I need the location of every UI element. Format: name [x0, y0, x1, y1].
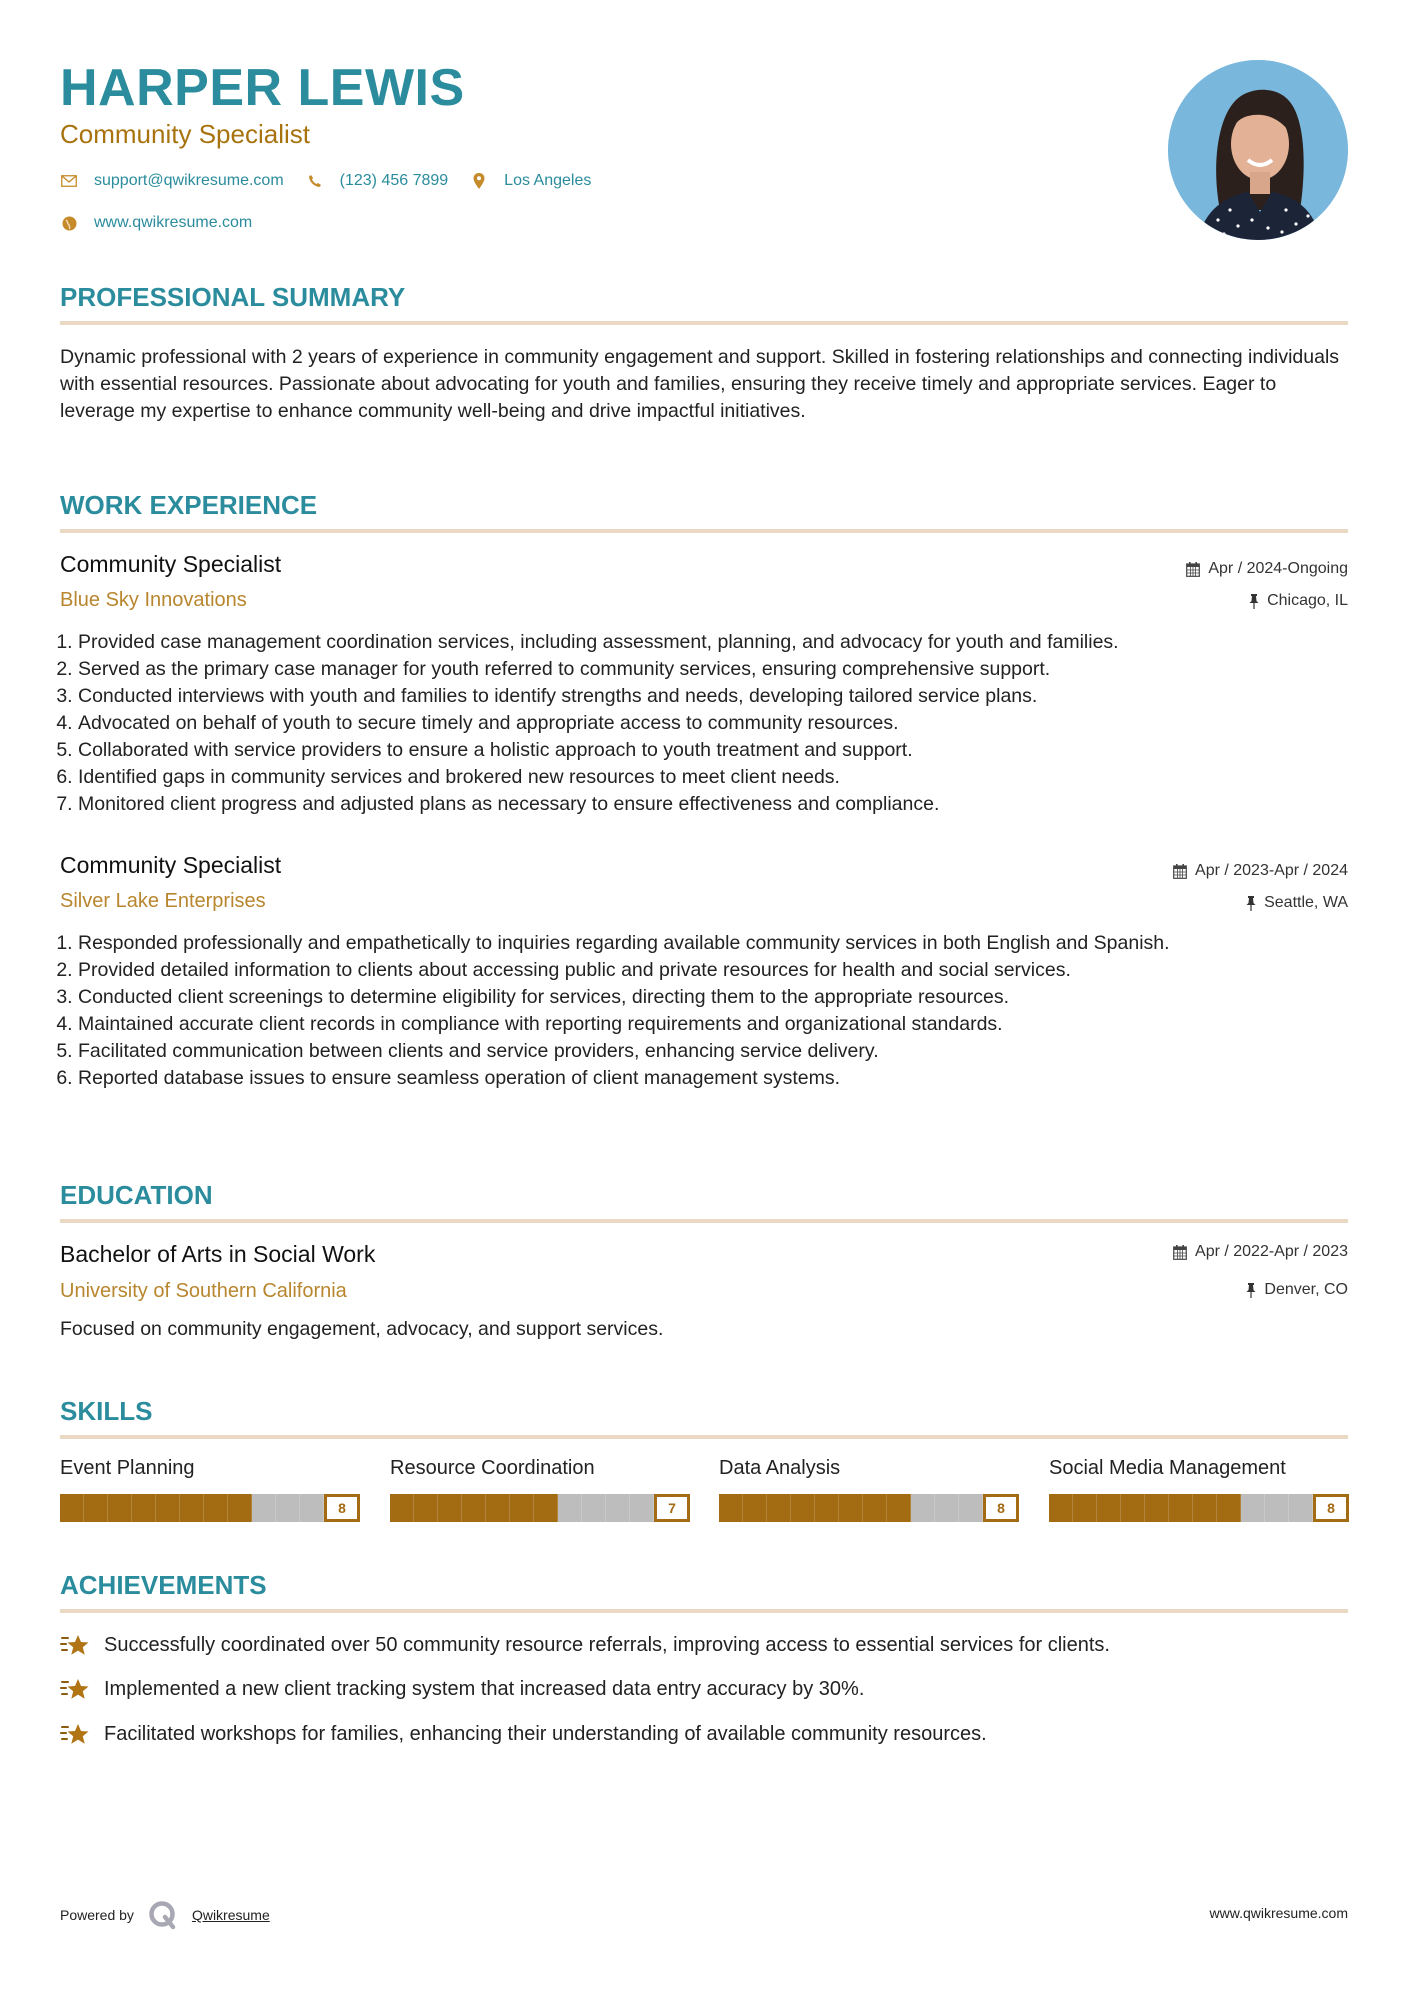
skill-segment	[156, 1494, 180, 1522]
skill-segment	[887, 1494, 911, 1522]
candidate-name: HARPER LEWIS	[60, 59, 465, 117]
footer-url[interactable]: www.qwikresume.com	[1209, 1905, 1348, 1921]
section-heading-experience: WORK EXPERIENCE	[60, 490, 318, 520]
section-heading-achievements: ACHIEVEMENTS	[60, 1570, 267, 1600]
achievement-text: Successfully coordinated over 50 community resource referrals, improving access to essential services for clients.	[104, 1633, 1110, 1656]
job-title: Community Specialist	[60, 852, 282, 878]
bullet-item: 5. Facilitated communication between clients and service providers, enhancing service delivery.	[78, 1038, 1368, 1065]
skill-segment	[630, 1494, 654, 1522]
skill-bar	[1049, 1494, 1349, 1522]
job-company: Blue Sky Innovations	[60, 589, 247, 611]
contact-row-2	[60, 214, 274, 232]
skill-rating: 8	[1313, 1494, 1349, 1522]
contact-website[interactable]	[60, 214, 252, 232]
job-dates	[1186, 560, 1348, 578]
phone-icon	[306, 172, 324, 190]
skill-name: Resource Coordination	[390, 1457, 595, 1479]
skill-segment	[60, 1494, 84, 1522]
bullet-item: 2. Provided detailed information to clients about accessing public and private resources for health and social services.	[78, 957, 1368, 984]
section-divider	[60, 1609, 1348, 1613]
job-location	[1249, 592, 1348, 610]
avatar-illustration	[1168, 60, 1348, 240]
skill-segment	[719, 1494, 743, 1522]
phone-text: (123) 456 7899	[339, 172, 449, 189]
envelope-icon	[60, 172, 78, 190]
skill-rating: 8	[324, 1494, 360, 1522]
skill-name: Data Analysis	[719, 1457, 841, 1479]
achievement-text: Facilitated workshops for families, enhancing their understanding of available community resources.	[104, 1722, 987, 1745]
job-company: Silver Lake Enterprises	[60, 890, 266, 912]
pushpin-icon	[1246, 896, 1256, 911]
skill-segment	[1193, 1494, 1217, 1522]
star-icon	[60, 1721, 90, 1747]
section-divider	[60, 1435, 1348, 1439]
job-dates-text: Apr / 2023-Apr / 2024	[1195, 862, 1348, 879]
skill-track	[1049, 1494, 1313, 1522]
skill-track	[390, 1494, 654, 1522]
skill-segment	[228, 1494, 252, 1522]
qwikresume-link[interactable]: Qwikresume	[191, 1907, 270, 1923]
star-icon	[60, 1632, 90, 1658]
section-heading-skills: SKILLS	[60, 1396, 153, 1426]
job-location	[1246, 894, 1348, 912]
skill-segment	[204, 1494, 228, 1522]
skill-bar	[390, 1494, 690, 1522]
skill-segment	[791, 1494, 815, 1522]
skill-segment	[486, 1494, 510, 1522]
section-divider	[60, 1219, 1348, 1223]
section-heading-summary: PROFESSIONAL SUMMARY	[60, 282, 406, 312]
skill-segment	[414, 1494, 438, 1522]
bullet-item: 7. Monitored client progress and adjusted plans as necessary to ensure effectiveness and compliance.	[78, 791, 1368, 818]
skill-bar	[60, 1494, 360, 1522]
qwikresume-logo-icon	[148, 1900, 178, 1930]
skill-item	[390, 1457, 690, 1522]
skill-segment	[276, 1494, 300, 1522]
skill-segment	[743, 1494, 767, 1522]
school-name: University of Southern California	[60, 1280, 347, 1302]
skill-track	[60, 1494, 324, 1522]
bullet-item: 5. Collaborated with service providers to ensure a holistic approach to youth treatment and support.	[78, 737, 1368, 764]
skill-segment	[1217, 1494, 1241, 1522]
skill-track	[719, 1494, 983, 1522]
skill-segment	[180, 1494, 204, 1522]
job-location-text: Chicago, IL	[1267, 592, 1348, 609]
skill-segment	[1097, 1494, 1121, 1522]
skill-segment	[1265, 1494, 1289, 1522]
education-description: Focused on community engagement, advocacy, and support services.	[60, 1318, 664, 1340]
achievement-item	[60, 1632, 1110, 1658]
bullet-item: 2. Served as the primary case manager for youth referred to community services, ensuring comprehensive support.	[78, 656, 1368, 683]
bullet-item: 6. Identified gaps in community services and brokered new resources to meet client needs.	[78, 764, 1368, 791]
footer-powered-by	[60, 1900, 270, 1930]
job-dates-text: Apr / 2024-Ongoing	[1208, 560, 1348, 577]
skill-segment	[1145, 1494, 1169, 1522]
star-icon	[60, 1676, 90, 1702]
candidate-title: Community Specialist	[60, 119, 310, 149]
pushpin-icon	[1246, 1283, 1256, 1298]
skill-rating: 7	[654, 1494, 690, 1522]
calendar-icon	[1173, 1245, 1187, 1260]
bullet-item: 4. Advocated on behalf of youth to secure timely and appropriate access to community resources.	[78, 710, 1368, 737]
education-dates	[1173, 1243, 1348, 1261]
contact-phone[interactable]	[306, 172, 449, 190]
map-marker-icon	[470, 172, 488, 190]
skill-segment	[108, 1494, 132, 1522]
skill-bar	[719, 1494, 1019, 1522]
bullet-item: 1. Responded professionally and empathetically to inquiries regarding available community services in both English and Spanish.	[78, 930, 1368, 957]
email-text: support@qwikresume.com	[94, 172, 284, 189]
bullet-item: 4. Maintained accurate client records in compliance with reporting requirements and organizational standards.	[78, 1011, 1368, 1038]
skill-segment	[510, 1494, 534, 1522]
pushpin-icon	[1249, 594, 1259, 609]
skill-item	[1049, 1457, 1349, 1522]
skill-segment	[534, 1494, 558, 1522]
globe-icon	[60, 214, 78, 232]
education-location-text: Denver, CO	[1264, 1281, 1348, 1298]
skill-segment	[911, 1494, 935, 1522]
achievement-item	[60, 1721, 987, 1747]
skill-segment	[558, 1494, 582, 1522]
achievement-text: Implemented a new client tracking system that increased data entry accuracy by 30%.	[104, 1677, 865, 1700]
skill-segment	[959, 1494, 983, 1522]
job-title: Community Specialist	[60, 551, 282, 577]
skill-segment	[1049, 1494, 1073, 1522]
skill-segment	[1289, 1494, 1313, 1522]
skill-segment	[438, 1494, 462, 1522]
skill-segment	[252, 1494, 276, 1522]
skill-item	[60, 1457, 360, 1522]
website-text: www.qwikresume.com	[94, 214, 253, 231]
section-heading-education: EDUCATION	[60, 1180, 213, 1210]
skill-segment	[767, 1494, 791, 1522]
skill-segment	[815, 1494, 839, 1522]
bullet-item: 6. Reported database issues to ensure seamless operation of client management systems.	[78, 1065, 1368, 1092]
bullet-item: 3. Conducted interviews with youth and families to identify strengths and needs, developing tailored service plans.	[78, 683, 1368, 710]
skill-segment	[863, 1494, 887, 1522]
skill-segment	[1121, 1494, 1145, 1522]
job-bullets	[60, 629, 1368, 818]
skill-item	[719, 1457, 1019, 1522]
powered-by-label: Powered by	[60, 1907, 134, 1923]
skill-rating: 8	[983, 1494, 1019, 1522]
contact-location	[470, 172, 591, 190]
skill-segment	[132, 1494, 156, 1522]
skill-segment	[390, 1494, 414, 1522]
skill-segment	[1169, 1494, 1193, 1522]
skill-segment	[462, 1494, 486, 1522]
job-bullets	[60, 930, 1368, 1092]
section-divider	[60, 321, 1348, 325]
skill-segment	[300, 1494, 324, 1522]
degree-title: Bachelor of Arts in Social Work	[60, 1241, 376, 1267]
skill-segment	[582, 1494, 606, 1522]
achievement-item	[60, 1676, 864, 1702]
skill-segment	[1073, 1494, 1097, 1522]
contact-row	[60, 172, 613, 190]
job-location-text: Seattle, WA	[1264, 894, 1348, 911]
skill-name: Social Media Management	[1049, 1457, 1286, 1479]
job-dates	[1173, 862, 1348, 880]
skill-segment	[84, 1494, 108, 1522]
education-dates-text: Apr / 2022-Apr / 2023	[1195, 1243, 1348, 1260]
summary-text: Dynamic professional with 2 years of experience in community engagement and support. Skilled in fostering relationships and connecting individuals with essential resources. Passionate about advocating for youth and families, ensuring they receive timely and appropriate services. Eager to leverage my expertise to enhance community well-being and drive impactful initiatives.	[60, 346, 1340, 422]
skill-segment	[606, 1494, 630, 1522]
education-location	[1246, 1281, 1348, 1299]
skill-segment	[935, 1494, 959, 1522]
location-text: Los Angeles	[504, 172, 592, 189]
calendar-icon	[1173, 864, 1187, 879]
skill-segment	[839, 1494, 863, 1522]
bullet-item: 3. Conducted client screenings to determine eligibility for services, directing them to the appropriate resources.	[78, 984, 1368, 1011]
profile-photo	[1168, 60, 1348, 240]
contact-email[interactable]	[60, 172, 284, 190]
section-divider	[60, 529, 1348, 533]
bullet-item: 1. Provided case management coordination services, including assessment, planning, and advocacy for youth and families.	[78, 629, 1368, 656]
skill-name: Event Planning	[60, 1457, 195, 1479]
skill-segment	[1241, 1494, 1265, 1522]
calendar-icon	[1186, 562, 1200, 577]
